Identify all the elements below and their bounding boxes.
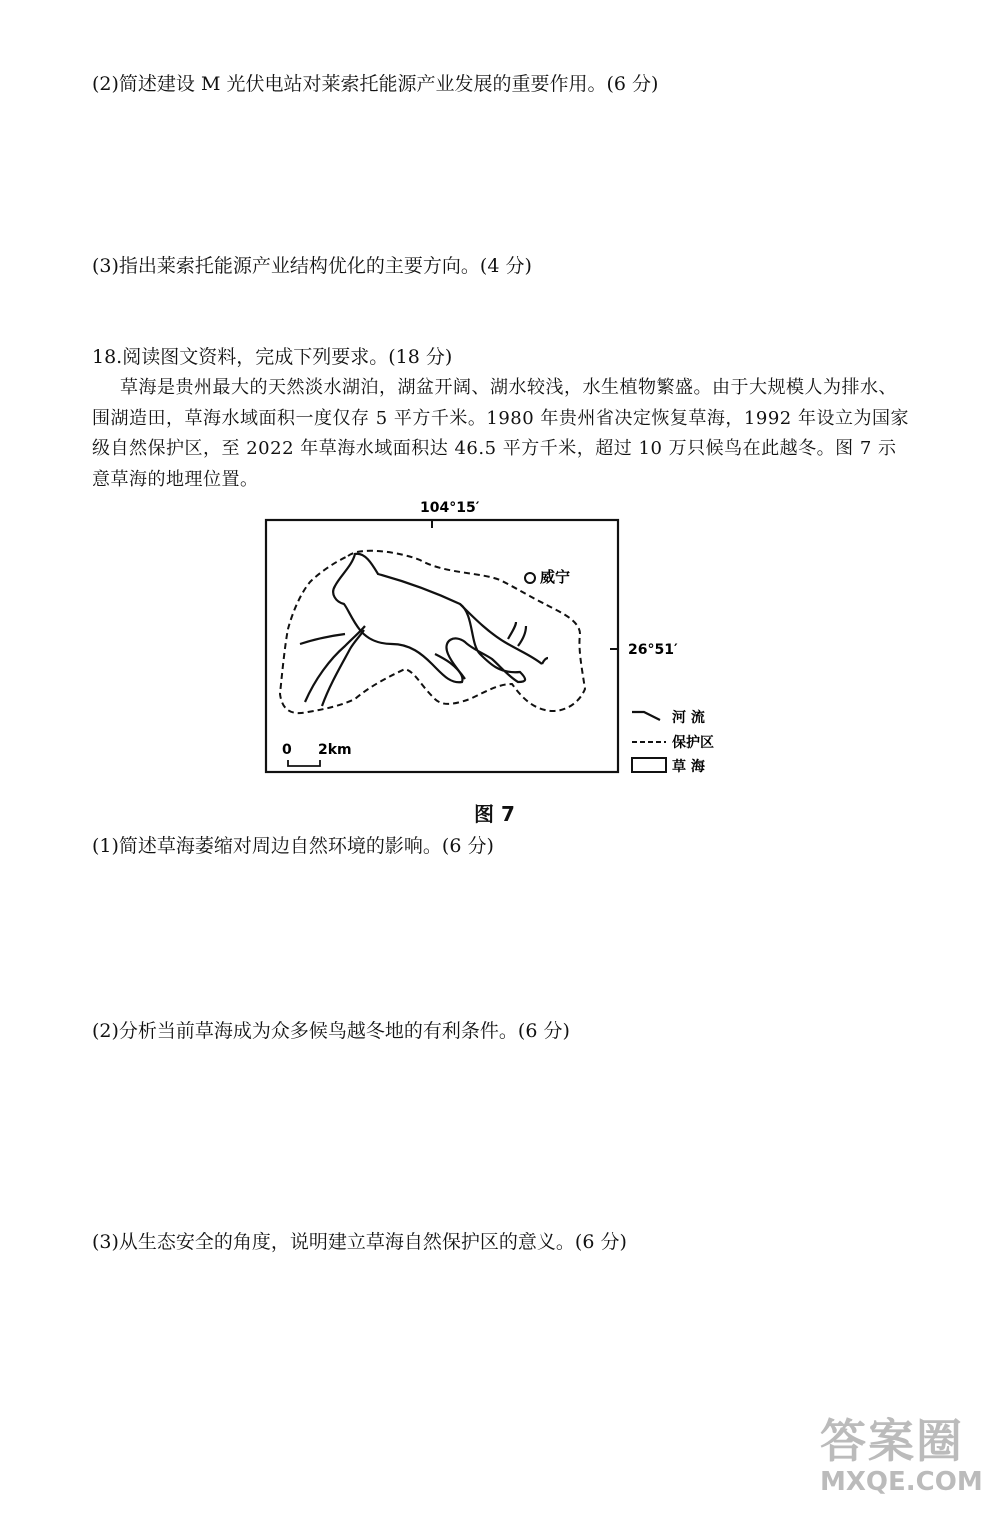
scale-zero-label: 0	[282, 742, 292, 758]
legend-lake-symbol	[632, 758, 666, 772]
town-label: 威宁	[540, 568, 571, 586]
question-2-text: (2)简述建设 M 光伏电站对莱索托能源产业发展的重要作用。(6 分)	[92, 73, 659, 95]
watermark-logo: 答案圈	[820, 1414, 964, 1468]
latitude-label: 26°51′	[628, 642, 678, 658]
legend-river-symbol	[632, 712, 660, 720]
watermark	[820, 1405, 990, 1505]
question-18-paragraph	[92, 373, 912, 495]
paragraph-text: 草海是贵州最大的天然淡水湖泊，湖盆开阔、湖水较浅，水生植物繁盛。由于大规模人为排水、围湖造田，草海水域面积一度仅存 5 平方千米。1980 年贵州省决定恢复草海，1992 年设立为国家级自然保护区，至 2022 年草海水域面积达 46.5 平方千米，超过 10 万只候鸟在此越冬。图 7 示意草海的地理位置。	[92, 377, 909, 490]
legend-river-label: 河 流	[672, 710, 705, 726]
question-3-text: (3)指出莱索托能源产业结构优化的主要方向。(4 分)	[92, 255, 532, 277]
watermark-site: MXQE.COM	[820, 1467, 983, 1497]
figure-caption: 图 7	[474, 802, 515, 826]
caohai-location-map	[260, 494, 740, 784]
legend-lake-label: 草 海	[672, 759, 705, 775]
question-18-sub-2: (2)分析当前草海成为众多候鸟越冬地的有利条件。(6 分)	[92, 1020, 570, 1042]
question-18-sub-3: (3)从生态安全的角度，说明建立草海自然保护区的意义。(6 分)	[92, 1231, 627, 1253]
legend-reserve-label: 保护区	[672, 735, 714, 751]
longitude-label: 104°15′	[420, 500, 480, 516]
weining-town-marker	[525, 573, 535, 583]
scale-distance-label: 2km	[318, 742, 352, 758]
question-18-sub-1: (1)简述草海萎缩对周边自然环境的影响。(6 分)	[92, 835, 494, 857]
map-frame	[266, 520, 618, 772]
question-18-header: 18.阅读图文资料，完成下列要求。(18 分)	[92, 346, 453, 368]
